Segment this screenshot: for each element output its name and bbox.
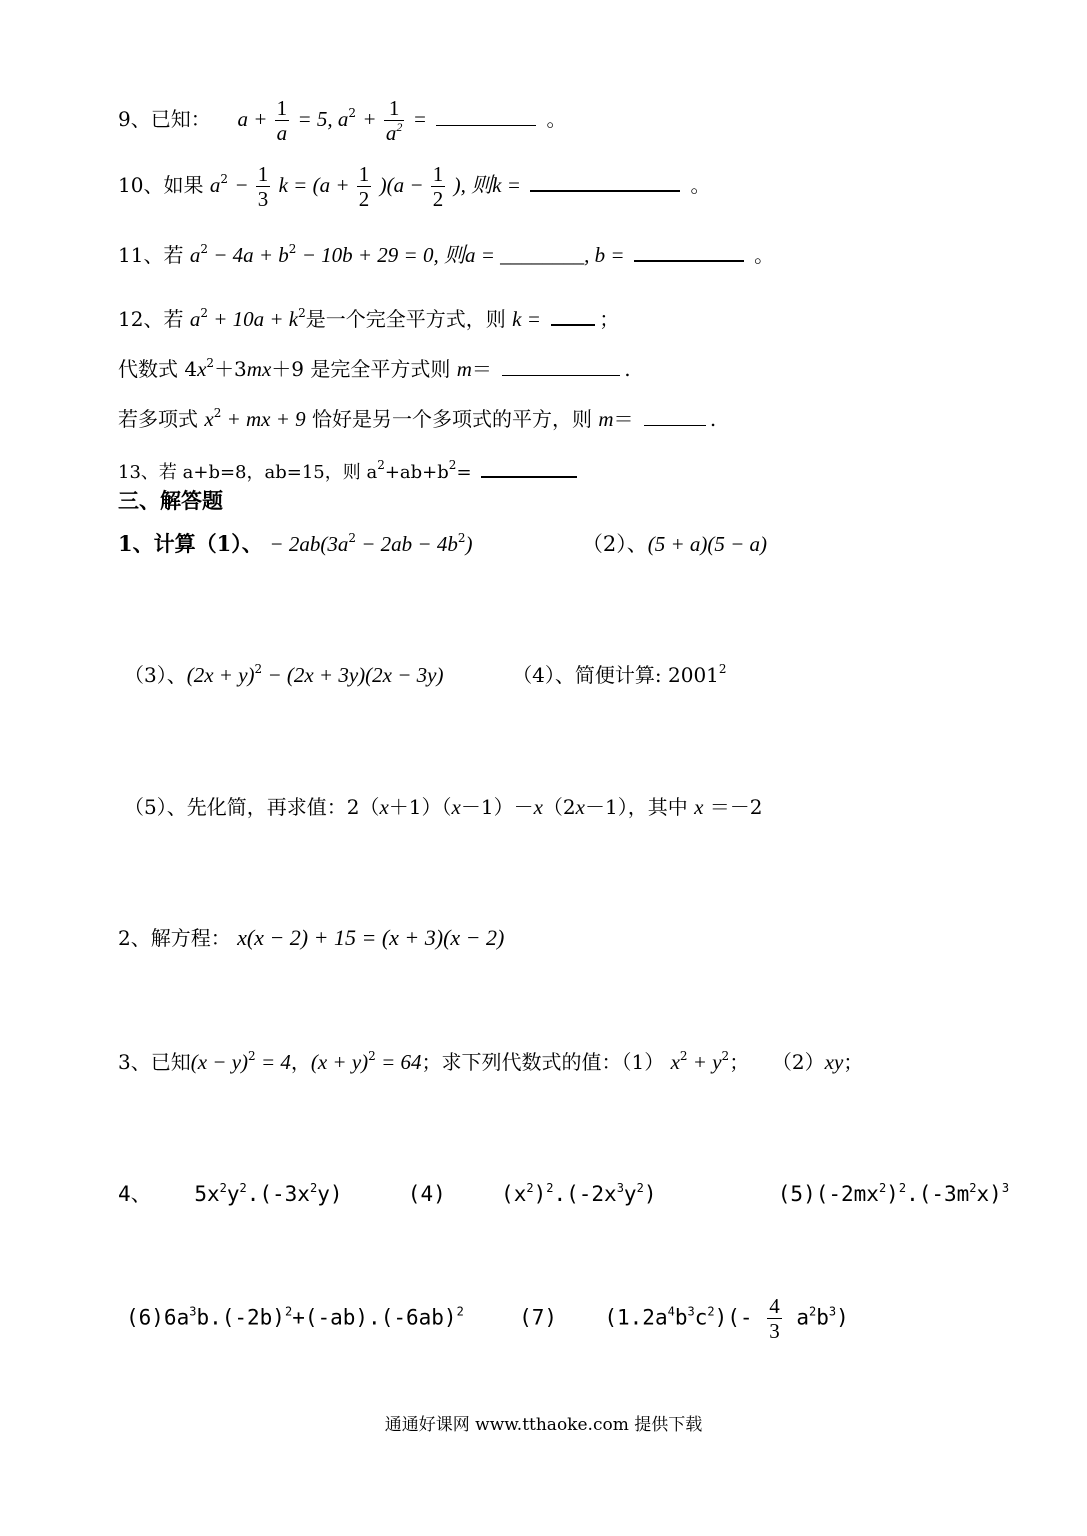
- problem-5: $(6)6a^3b.(-2b)^2+(-ab).(-6ab)^2$ (7) $(1.2a^4b^3c^2)(-$ $\frac{4}{3}$ $a^2b^3$): [126, 1294, 849, 1343]
- q12b-answer-blank[interactable]: [502, 355, 620, 376]
- q13-answer-blank[interactable]: [481, 456, 577, 478]
- q10-fraction-half-2: $\frac{1}{2}$: [432, 162, 444, 211]
- question-11: 11、若 $a^2 - 4a + b^2 - 10b + 29 = 0$, 则a = ________, b = 。: [118, 242, 775, 267]
- problem-2: 2、解方程： x(x − 2) + 15 = (x + 3)(x − 2): [118, 925, 505, 950]
- q12c-answer-blank[interactable]: [644, 405, 706, 426]
- question-12b: 代数式 $4x^2+3mx+9$ 是完全平方式则 m＝ .: [118, 356, 631, 381]
- q9-fraction-2: $\frac{1}{a^2}$: [385, 96, 403, 145]
- question-12c: 若多项式 $x^2$ + mx + 9 恰好是另一个多项式的平方，则 m＝ .: [118, 406, 717, 431]
- question-10: 10、如果 $a^2$ − $\frac{1}{3}$ k = (a + $\frac{1}{2}$ )(a − $\frac{1}{2}$ ), 则k = 。: [118, 162, 711, 211]
- q10-label: 10、如果: [118, 173, 204, 197]
- problem-1-row2: （3）、$(2x + y)^2 - (2x + 3y)(2x - 3y)$ （4）、简便计算: 2001$^2$: [124, 662, 727, 687]
- q12-answer-blank[interactable]: [551, 304, 595, 326]
- q9-end: 。: [546, 107, 567, 131]
- question-12: 12、若 $a^2 + 10a + k^2$是一个完全平方式，则 k = ；: [118, 306, 620, 331]
- question-9: 9、已知： a + $\frac{1}{a}$ = 5, $a^2$ + $\frac{1}{a^2}$ = 。: [118, 96, 567, 145]
- q9-answer-blank[interactable]: [436, 105, 536, 126]
- q10-fraction-half-1: $\frac{1}{2}$: [358, 162, 370, 211]
- section-heading: 三、解答题: [118, 488, 223, 513]
- q9-expr-plus: +: [362, 107, 382, 131]
- q11-b-answer-blank[interactable]: [634, 240, 744, 262]
- problem-1-row3: （5）、先化简，再求值：2（x＋1）（x－1）－x（2x－1），其中 x ＝－2: [124, 795, 763, 819]
- p5-fraction: $\frac{4}{3}$: [769, 1294, 780, 1343]
- q9-expr-b: = 5, a: [297, 107, 349, 131]
- q10-fraction-third: $\frac{1}{3}$: [257, 162, 269, 211]
- q11-label: 11、若: [118, 243, 184, 267]
- q9-label: 9、已知：: [118, 107, 211, 131]
- q12-label: 12、若: [118, 307, 184, 331]
- problem-4: 4、 $5x^2y^2.(-3x^2y)$ (4) $(x^2)^2.(-2x^3y^2)$ $(5)(-2mx^2)^2.(-3m^2x)^3$: [118, 1181, 1010, 1206]
- problem-1: 1、计算（1）、 − $2ab(3a^2 - 2ab - 4b^2)$ （2）、(5 + a)(5 − a): [118, 531, 768, 556]
- page-footer: 通通好课网 www.tthaoke.com 提供下载: [384, 1415, 703, 1435]
- q9-expr-a: a +: [237, 107, 273, 131]
- q9-fraction-1: $\frac{1}{a}$: [276, 96, 288, 145]
- question-13: 13、若 a+b=8，ab=15，则 $a^2+ab+b^2=$: [118, 456, 581, 485]
- problem-3: 3、已知$(x - y)^2 = 4$，$(x + y)^2 = 64$；求下列代数式的值：（1） $x^2 + y^2$； （2）xy；: [118, 1049, 864, 1074]
- q9-expr-eq: =: [412, 107, 433, 131]
- q10-answer-blank[interactable]: [530, 170, 680, 192]
